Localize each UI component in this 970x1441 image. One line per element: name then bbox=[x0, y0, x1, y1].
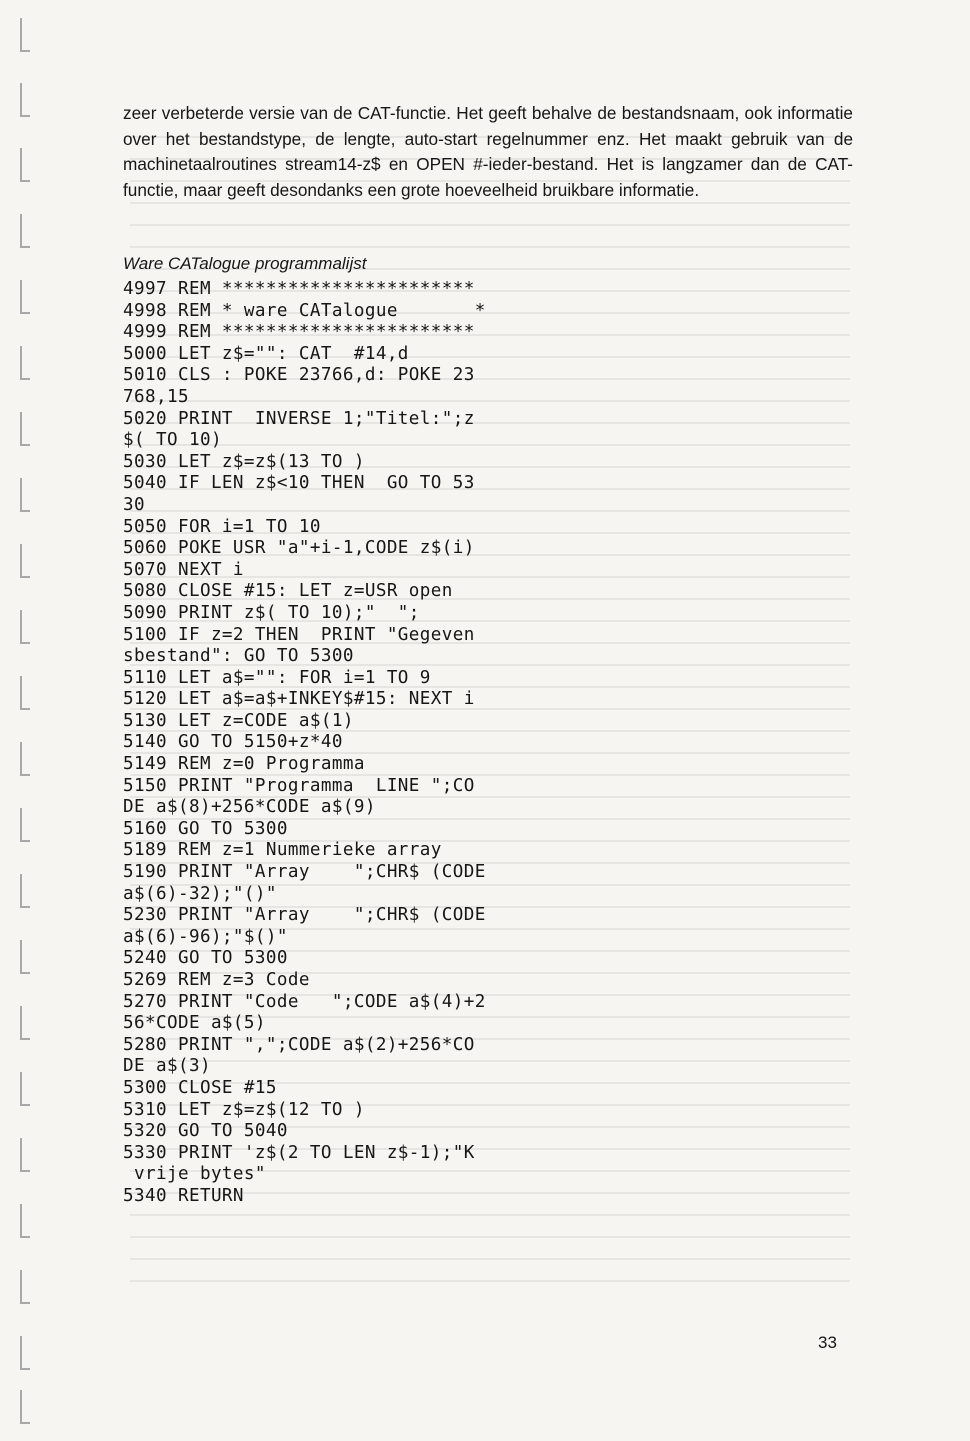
listing-line: 5120 LET a$=a$+INKEY$#15: NEXT i bbox=[123, 689, 475, 710]
binding-mark bbox=[20, 83, 22, 117]
binding-mark bbox=[20, 1204, 22, 1238]
listing-line: 5010 CLS : POKE 23766,d: POKE 23 bbox=[123, 365, 475, 386]
listing-line: 5030 LET z$=z$(13 TO ) bbox=[123, 451, 365, 472]
listing-line: 5140 GO TO 5150+z*40 bbox=[123, 732, 343, 753]
listing-line: 5280 PRINT ",";CODE a$(2)+256*CO bbox=[123, 1034, 475, 1055]
listing-line: 5110 LET a$="": FOR i=1 TO 9 bbox=[123, 667, 431, 688]
listing-line: DE a$(8)+256*CODE a$(9) bbox=[123, 797, 376, 818]
binding-mark bbox=[20, 874, 22, 908]
listing-line: 5040 IF LEN z$<10 THEN GO TO 53 bbox=[123, 473, 475, 494]
listing-line: 4998 REM * ware CATalogue * bbox=[123, 300, 486, 321]
listing-line: 5130 LET z=CODE a$(1) bbox=[123, 710, 354, 731]
intro-paragraph: zeer verbeterde versie van de CAT-functie. Het geeft behalve de bestandsnaam, ook informatie over het bestandstype, de lengte, auto-start regelnummer enz. Het maakt gebruik van de machinetaalroutines stream14-z$ en OPEN #-ieder-bestand. Het is langzamer dan de CAT-functie, maar geeft desondanks een grote hoeveelheid bruikbare informatie. bbox=[123, 103, 853, 200]
listing-line: 5340 RETURN bbox=[123, 1185, 244, 1206]
listing-line: 5070 NEXT i bbox=[123, 559, 244, 580]
listing-line: 5100 IF z=2 THEN PRINT "Gegeven bbox=[123, 624, 475, 645]
listing-line: a$(6)-96);"$()" bbox=[123, 926, 288, 947]
listing-line: 30 bbox=[123, 494, 145, 515]
listing-line: 5020 PRINT INVERSE 1;"Titel:";z bbox=[123, 408, 475, 429]
listing-line: 5300 CLOSE #15 bbox=[123, 1077, 277, 1098]
binding-mark bbox=[20, 280, 22, 314]
listing-line: 5330 PRINT 'z$(2 TO LEN z$-1);"K bbox=[123, 1142, 475, 1163]
listing-line: 5240 GO TO 5300 bbox=[123, 948, 288, 969]
listing-line: vrije bytes" bbox=[123, 1164, 266, 1185]
listing-line: sbestand": GO TO 5300 bbox=[123, 646, 354, 667]
binding-mark bbox=[20, 742, 22, 776]
listing-line: 5189 REM z=1 Nummerieke array bbox=[123, 840, 442, 861]
binding-mark bbox=[20, 412, 22, 446]
listing-line: 768,15 bbox=[123, 386, 189, 407]
listing-line: 4997 REM *********************** bbox=[123, 279, 475, 299]
binding-margin bbox=[0, 0, 60, 1441]
listing-line: 4999 REM *********************** bbox=[123, 322, 475, 343]
listing-line: 5320 GO TO 5040 bbox=[123, 1121, 288, 1142]
binding-mark bbox=[20, 1072, 22, 1106]
binding-mark bbox=[20, 544, 22, 578]
binding-mark bbox=[20, 676, 22, 710]
listing-line: 5050 FOR i=1 TO 10 bbox=[123, 516, 321, 537]
listing-line: 5060 POKE USR "a"+i-1,CODE z$(i) bbox=[123, 538, 475, 559]
listing-line: 5149 REM z=0 Programma bbox=[123, 754, 365, 775]
listing-line: 5080 CLOSE #15: LET z=USR open bbox=[123, 581, 453, 602]
listing-line: 5230 PRINT "Array ";CHR$ (CODE bbox=[123, 905, 486, 926]
listing-line: 5269 REM z=3 Code bbox=[123, 970, 310, 990]
binding-mark bbox=[20, 940, 22, 974]
listing-line: DE a$(3) bbox=[123, 1056, 211, 1077]
listing-line: 56*CODE a$(5) bbox=[123, 1013, 266, 1034]
listing-line: 5150 PRINT "Programma LINE ";CO bbox=[123, 775, 475, 796]
listing-line: 5310 LET z$=z$(12 TO ) bbox=[123, 1099, 365, 1120]
binding-mark bbox=[20, 610, 22, 644]
binding-mark bbox=[20, 346, 22, 380]
listing-line: 5270 PRINT "Code ";CODE a$(4)+2 bbox=[123, 991, 486, 1012]
binding-mark bbox=[20, 1006, 22, 1040]
binding-mark bbox=[20, 1336, 22, 1370]
binding-mark bbox=[20, 478, 22, 512]
binding-mark bbox=[20, 18, 22, 52]
binding-mark bbox=[20, 148, 22, 182]
listing-line: 5090 PRINT z$( TO 10);" "; bbox=[123, 602, 420, 623]
binding-mark bbox=[20, 808, 22, 842]
binding-mark bbox=[20, 214, 22, 248]
listing-line: 5190 PRINT "Array ";CHR$ (CODE bbox=[123, 862, 486, 883]
listing-line: 5000 LET z$="": CAT #14,d bbox=[123, 343, 409, 364]
listing-title: Ware CATalogue programmalijst bbox=[123, 254, 367, 273]
listing-line: 5160 GO TO 5300 bbox=[123, 818, 288, 839]
binding-mark bbox=[20, 1390, 22, 1424]
program-listing bbox=[123, 279, 486, 1208]
page-number: 33 bbox=[818, 1333, 837, 1352]
listing-line: $( TO 10) bbox=[123, 430, 222, 451]
binding-mark bbox=[20, 1270, 22, 1304]
binding-mark bbox=[20, 1138, 22, 1172]
listing-line: a$(6)-32);"()" bbox=[123, 883, 277, 904]
